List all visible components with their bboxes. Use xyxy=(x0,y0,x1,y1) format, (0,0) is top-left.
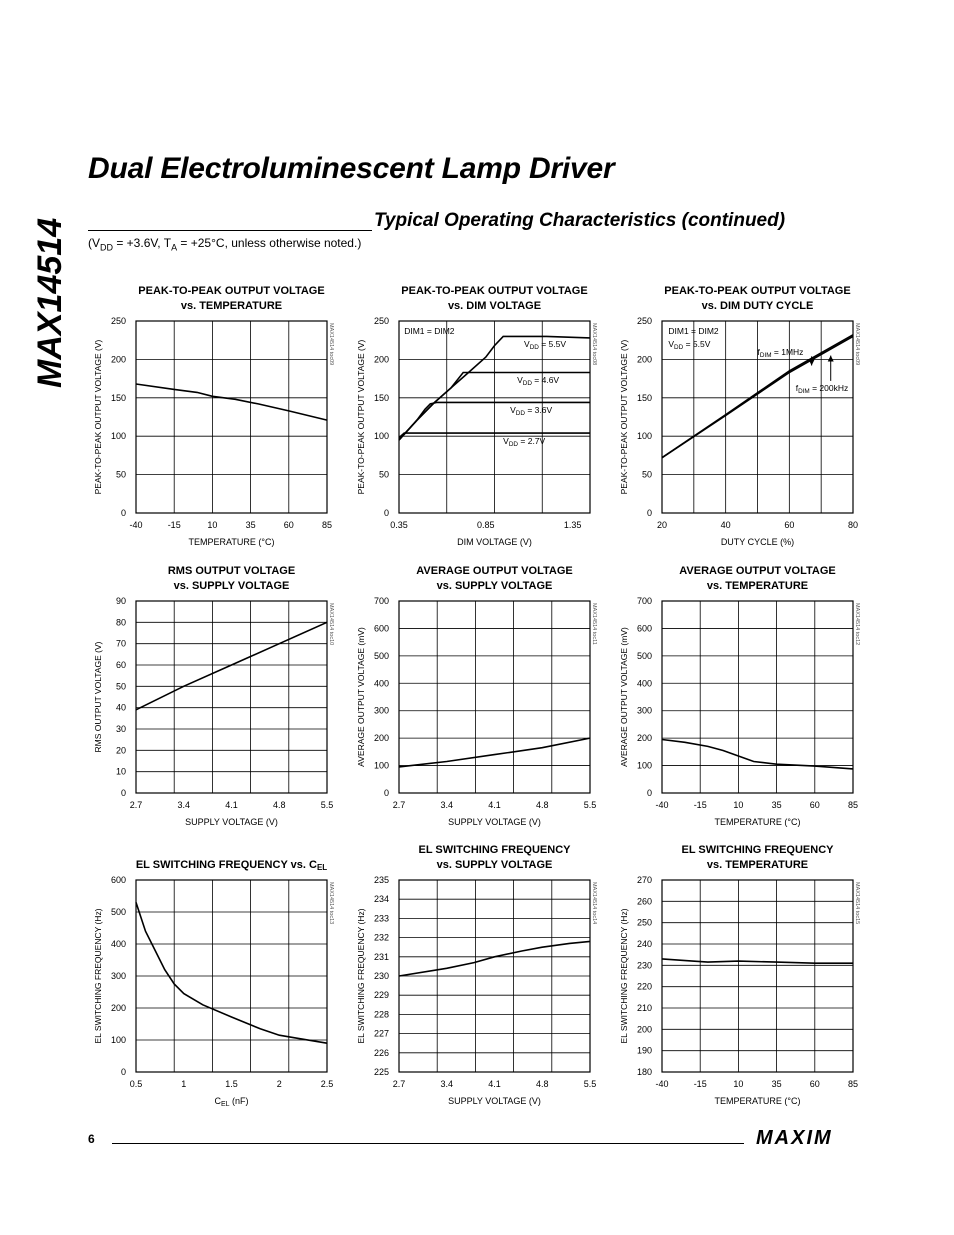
y-tick-label: 180 xyxy=(636,1067,652,1077)
x-tick-label: 2.7 xyxy=(392,800,406,810)
chart-code: MAX14514 toc10 xyxy=(328,603,334,646)
chart-title-line: PEAK-TO-PEAK OUTPUT VOLTAGE xyxy=(138,285,325,297)
conditions-note xyxy=(88,236,361,252)
annotation-4-sub: DIM xyxy=(798,387,810,395)
chart-title-line: vs. SUPPLY VOLTAGE xyxy=(436,580,553,592)
y-tick-label: 0 xyxy=(646,788,652,798)
y-tick-label: 300 xyxy=(373,705,389,716)
y-tick-label: 90 xyxy=(115,596,126,606)
y-tick-label: 200 xyxy=(110,1003,126,1013)
arrow-200khz-head xyxy=(828,356,834,362)
y-tick-label: 190 xyxy=(636,1045,652,1056)
chart-svg xyxy=(351,562,621,837)
y-tick-label: 150 xyxy=(373,392,389,403)
chart-code: MAX14514 toc08 xyxy=(591,323,597,366)
chart-title-line: vs. SUPPLY VOLTAGE xyxy=(173,580,290,592)
page-title: Dual Electroluminescent Lamp Driver xyxy=(88,152,615,185)
y-tick-label: 0 xyxy=(383,508,389,518)
section-rule xyxy=(88,230,372,231)
cond-sub2: A xyxy=(171,242,178,253)
chart-title-line xyxy=(136,859,327,872)
y-axis-label: PEAK-TO-PEAK OUTPUT VOLTAGE (V) xyxy=(93,339,103,495)
y-tick-label: 200 xyxy=(373,354,389,365)
x-tick-label: 35 xyxy=(771,1079,782,1089)
y-tick-label: 230 xyxy=(373,971,389,981)
series-line-1 xyxy=(399,738,590,767)
y-tick-label: 234 xyxy=(373,894,389,905)
x-tick-label: 85 xyxy=(847,1079,859,1089)
y-tick-label: 100 xyxy=(110,431,126,442)
y-tick-label: 150 xyxy=(636,392,652,403)
y-tick-label: 500 xyxy=(373,650,389,661)
chart-title-line: PEAK-TO-PEAK OUTPUT VOLTAGE xyxy=(664,285,851,297)
y-tick-label: 600 xyxy=(110,875,126,885)
x-tick-label: 20 xyxy=(656,520,668,530)
series-line-1 xyxy=(662,959,853,963)
x-tick-label: 2 xyxy=(276,1079,282,1089)
x-tick-label: 2.5 xyxy=(320,1079,334,1089)
y-tick-label: 200 xyxy=(110,354,126,365)
y-tick-label: 500 xyxy=(636,650,652,661)
section-title: Typical Operating Characteristics (continued) xyxy=(374,210,786,231)
annotation-4 xyxy=(796,383,849,395)
x-tick-label: 2.7 xyxy=(129,800,143,810)
chart-title-line: AVERAGE OUTPUT VOLTAGE xyxy=(416,565,573,577)
series-line-1 xyxy=(136,384,327,420)
y-tick-label: 250 xyxy=(636,917,652,928)
annotation-1: DIM1 = DIM2 xyxy=(404,326,455,337)
x-tick-label: -40 xyxy=(655,1079,669,1089)
y-tick-label: 200 xyxy=(636,733,652,744)
x-axis-label xyxy=(214,1096,248,1108)
x-axis-label: DIM VOLTAGE (V) xyxy=(457,537,532,547)
chart-8 xyxy=(351,841,621,1116)
y-axis-label: EL SWITCHING FREQUENCY (Hz) xyxy=(356,908,366,1044)
x-tick-label: 80 xyxy=(847,520,859,530)
x-tick-label: -15 xyxy=(693,1079,707,1089)
chart-svg xyxy=(614,841,884,1116)
cond-pre: (V xyxy=(88,236,100,250)
chart-title-line: vs. SUPPLY VOLTAGE xyxy=(436,859,553,871)
series-line-1 xyxy=(399,941,590,976)
chart-code: MAX14514 toc15 xyxy=(854,882,860,925)
y-tick-label: 250 xyxy=(373,316,389,326)
annotation-5-b: = 2.7V xyxy=(518,435,546,446)
y-axis-label: EL SWITCHING FREQUENCY (Hz) xyxy=(619,908,629,1044)
y-tick-label: 260 xyxy=(636,896,652,907)
cond-mid: = +3.6V, T xyxy=(113,236,172,250)
x-axis-label: TEMPERATURE (°C) xyxy=(188,537,275,547)
annotation-3-sub: DIM xyxy=(759,351,772,359)
annotation-4 xyxy=(510,405,552,417)
y-tick-label: 229 xyxy=(373,990,389,1001)
side-part-number-text: MAX14514 xyxy=(31,217,69,388)
y-tick-label: 80 xyxy=(115,617,126,628)
y-tick-label: 100 xyxy=(110,1035,126,1045)
chart-title-line: AVERAGE OUTPUT VOLTAGE xyxy=(679,565,836,577)
footer-rule xyxy=(112,1143,744,1144)
annotation-3 xyxy=(517,375,559,387)
annotation-2-sub: DD xyxy=(674,344,684,352)
chart-2 xyxy=(351,282,621,557)
x-tick-label: -15 xyxy=(693,800,707,810)
chart-title-line: vs. TEMPERATURE xyxy=(706,580,809,592)
y-tick-label: 700 xyxy=(636,596,652,606)
x-axis-label: DUTY CYCLE (%) xyxy=(720,537,795,547)
y-tick-label: 235 xyxy=(373,875,389,885)
x-tick-label: 0.5 xyxy=(129,1079,143,1089)
annotation-3-b: = 1MHz xyxy=(771,346,804,357)
y-tick-label: 50 xyxy=(115,681,126,692)
annotation-3-a: f xyxy=(757,346,760,357)
x-tick-label: 5.5 xyxy=(583,800,597,810)
chart-title-sub: EL xyxy=(316,863,328,872)
x-tick-label: 0.35 xyxy=(390,520,408,530)
x-tick-label: 10 xyxy=(733,800,744,810)
side-part-number xyxy=(6,210,70,390)
annotation-2 xyxy=(668,339,710,351)
chart-svg xyxy=(88,282,358,557)
chart-title-line: vs. TEMPERATURE xyxy=(180,300,283,312)
y-tick-label: 50 xyxy=(115,469,126,480)
series-line-1 xyxy=(136,902,327,1043)
chart-svg xyxy=(614,282,884,557)
x-tick-label: 10 xyxy=(207,520,218,530)
chart-svg xyxy=(88,841,358,1116)
x-axis-label-b: (nF) xyxy=(229,1096,249,1106)
y-tick-label: 10 xyxy=(115,766,126,777)
x-tick-label: 5.5 xyxy=(583,1079,597,1089)
y-tick-label: 150 xyxy=(110,392,126,403)
x-tick-label: -40 xyxy=(655,800,669,810)
x-tick-label: 35 xyxy=(245,520,256,530)
y-axis-label: PEAK-TO-PEAK OUTPUT VOLTAGE (V) xyxy=(356,339,366,495)
y-tick-label: 400 xyxy=(373,678,389,689)
series-line-1 xyxy=(136,622,327,710)
chart-7 xyxy=(88,841,358,1116)
plot-frame xyxy=(136,321,327,513)
x-tick-label: -15 xyxy=(167,520,181,530)
y-tick-label: 0 xyxy=(120,788,126,798)
annotation-2-b: = 5.5V xyxy=(538,339,567,350)
y-tick-label: 230 xyxy=(636,960,652,971)
x-tick-label: 3.4 xyxy=(177,800,191,810)
annotation-5-a: V xyxy=(503,435,509,446)
y-tick-label: 100 xyxy=(373,431,389,442)
y-axis-label: AVERAGE OUTPUT VOLTAGE (mV) xyxy=(619,627,629,767)
x-tick-label: 3.4 xyxy=(440,800,454,810)
chart-title-line: vs. DIM VOLTAGE xyxy=(447,300,542,312)
y-tick-label: 20 xyxy=(115,745,126,756)
y-tick-label: 60 xyxy=(115,660,126,670)
x-tick-label: 4.8 xyxy=(272,800,286,810)
page-number: 6 xyxy=(88,1132,95,1146)
annotation-2-b: = 5.5V xyxy=(683,339,711,350)
x-tick-label: 40 xyxy=(720,520,731,530)
x-tick-label: 4.1 xyxy=(488,800,501,810)
y-tick-label: 231 xyxy=(373,951,389,962)
maxim-logo-svg xyxy=(756,1126,866,1148)
x-tick-label: 10 xyxy=(733,1079,744,1089)
y-tick-label: 500 xyxy=(110,907,126,917)
chart-title-line: RMS OUTPUT VOLTAGE xyxy=(167,565,296,577)
chart-1 xyxy=(88,282,358,557)
x-tick-label: 4.8 xyxy=(535,1079,549,1089)
chart-code: MAX14514 toc09 xyxy=(854,323,860,366)
chart-title-line: EL SWITCHING FREQUENCY xyxy=(681,844,834,856)
plot-frame xyxy=(662,880,853,1072)
annotation-2-a: V xyxy=(668,339,675,350)
y-tick-label: 100 xyxy=(373,760,389,771)
y-tick-label: 200 xyxy=(373,733,389,744)
x-axis-label: TEMPERATURE (°C) xyxy=(714,817,801,827)
chart-9 xyxy=(614,841,884,1116)
x-tick-label: 85 xyxy=(321,520,333,530)
x-tick-label: 35 xyxy=(771,800,782,810)
x-axis-label: SUPPLY VOLTAGE (V) xyxy=(448,1096,541,1106)
series-line-1 xyxy=(662,740,853,769)
x-tick-label: 4.8 xyxy=(535,800,549,810)
x-tick-label: 60 xyxy=(283,520,294,530)
chart-code: MAX14514 toc14 xyxy=(591,882,597,925)
chart-svg xyxy=(351,841,621,1116)
x-tick-label: 4.1 xyxy=(488,1079,501,1089)
x-tick-label: 3.4 xyxy=(440,1079,454,1089)
maxim-logo xyxy=(756,1126,866,1148)
chart-svg xyxy=(614,562,884,837)
chart-3 xyxy=(614,282,884,557)
annotation-2 xyxy=(524,339,566,351)
y-tick-label: 0 xyxy=(120,1067,126,1077)
chart-title-main: EL SWITCHING FREQUENCY vs. C xyxy=(135,859,317,871)
cond-sub1: DD xyxy=(100,242,113,253)
chart-code: MAX14514 toc11 xyxy=(591,603,597,645)
x-axis-label-a: C xyxy=(214,1096,221,1106)
chart-code: MAX14514 toc09 xyxy=(328,323,334,366)
y-tick-label: 600 xyxy=(636,623,652,634)
x-axis-label: SUPPLY VOLTAGE (V) xyxy=(185,817,278,827)
x-tick-label: 1 xyxy=(181,1079,187,1089)
chart-code: MAX14514 toc12 xyxy=(854,603,860,646)
chart-title-line: EL SWITCHING FREQUENCY xyxy=(418,844,571,856)
x-axis-label: SUPPLY VOLTAGE (V) xyxy=(448,817,541,827)
plot-frame xyxy=(662,601,853,793)
chart-title-line: PEAK-TO-PEAK OUTPUT VOLTAGE xyxy=(401,285,588,297)
annotation-5 xyxy=(503,436,545,448)
y-tick-label: 300 xyxy=(110,971,126,981)
y-tick-label: 225 xyxy=(373,1067,389,1077)
y-axis-label: AVERAGE OUTPUT VOLTAGE (mV) xyxy=(356,627,366,767)
x-tick-label: -40 xyxy=(129,520,143,530)
x-tick-label: 60 xyxy=(809,1079,820,1089)
annotation-2-sub: DD xyxy=(529,344,539,352)
chart-5 xyxy=(351,562,621,837)
chart-code: MAX14514 toc13 xyxy=(328,882,334,925)
x-axis-label-sub: EL xyxy=(220,1101,230,1108)
y-tick-label: 700 xyxy=(373,596,389,606)
y-tick-label: 250 xyxy=(636,316,652,326)
chart-title-line: vs. TEMPERATURE xyxy=(706,859,809,871)
y-tick-label: 0 xyxy=(383,788,389,798)
y-tick-label: 300 xyxy=(636,705,652,716)
x-tick-label: 60 xyxy=(809,800,820,810)
y-tick-label: 226 xyxy=(373,1047,389,1058)
cond-post: = +25°C, unless otherwise noted.) xyxy=(177,236,362,250)
y-tick-label: 233 xyxy=(373,913,389,924)
annotation-4-a: V xyxy=(510,405,516,416)
chart-title-line: vs. DIM DUTY CYCLE xyxy=(701,300,814,312)
annotation-5-sub: DD xyxy=(508,440,519,448)
x-axis-label: TEMPERATURE (°C) xyxy=(714,1096,801,1106)
chart-4 xyxy=(88,562,358,837)
x-tick-label: 1.5 xyxy=(225,1079,238,1089)
y-tick-label: 270 xyxy=(636,875,652,885)
y-tick-label: 210 xyxy=(636,1003,652,1013)
y-tick-label: 0 xyxy=(646,508,652,518)
chart-svg xyxy=(88,562,358,837)
chart-6 xyxy=(614,562,884,837)
y-tick-label: 200 xyxy=(636,1024,652,1035)
y-tick-label: 250 xyxy=(110,316,126,326)
x-tick-label: 85 xyxy=(847,800,859,810)
y-tick-label: 70 xyxy=(115,638,126,649)
x-tick-label: 5.5 xyxy=(320,800,334,810)
y-tick-label: 600 xyxy=(373,623,389,634)
y-tick-label: 227 xyxy=(373,1028,389,1039)
x-tick-label: 1.35 xyxy=(563,520,582,530)
y-tick-label: 100 xyxy=(636,431,652,442)
y-tick-label: 0 xyxy=(120,508,126,518)
annotation-3-sub: DD xyxy=(522,380,532,388)
y-axis-label: PEAK-TO-PEAK OUTPUT VOLTAGE (V) xyxy=(619,339,629,495)
y-tick-label: 220 xyxy=(636,981,652,992)
plot-frame xyxy=(136,601,327,793)
x-tick-label: 0.85 xyxy=(477,520,495,530)
annotation-4-a: f xyxy=(795,382,799,393)
x-tick-label: 2.7 xyxy=(392,1079,406,1089)
annotation-4-sub: DD xyxy=(515,410,525,418)
annotation-1: DIM1 = DIM2 xyxy=(668,326,719,337)
maxim-logo-text: MAXIM xyxy=(756,1127,833,1148)
annotation-3-b: = 4.6V xyxy=(531,375,560,386)
y-tick-label: 40 xyxy=(115,702,126,713)
y-tick-label: 50 xyxy=(378,469,389,480)
x-tick-label: 4.1 xyxy=(225,800,238,810)
y-tick-label: 232 xyxy=(373,932,389,943)
y-tick-label: 400 xyxy=(110,939,126,949)
side-part-number-svg xyxy=(6,210,70,390)
annotation-2-a: V xyxy=(524,339,530,350)
y-axis-label: RMS OUTPUT VOLTAGE (V) xyxy=(93,641,103,753)
chart-svg xyxy=(351,282,621,557)
annotation-3 xyxy=(758,347,804,359)
y-tick-label: 100 xyxy=(636,760,652,771)
arrow-1mhz-head xyxy=(809,360,815,366)
annotation-4-b: = 3.6V xyxy=(524,405,553,416)
y-tick-label: 50 xyxy=(641,469,652,480)
y-tick-label: 240 xyxy=(636,939,652,949)
y-tick-label: 200 xyxy=(636,354,652,365)
annotation-3-a: V xyxy=(517,375,523,386)
y-axis-label: EL SWITCHING FREQUENCY (Hz) xyxy=(93,908,103,1044)
y-tick-label: 228 xyxy=(373,1009,389,1020)
y-tick-label: 30 xyxy=(115,724,126,734)
x-tick-label: 60 xyxy=(784,520,795,530)
annotation-4-b: = 200kHz xyxy=(809,382,849,393)
y-tick-label: 400 xyxy=(636,678,652,689)
